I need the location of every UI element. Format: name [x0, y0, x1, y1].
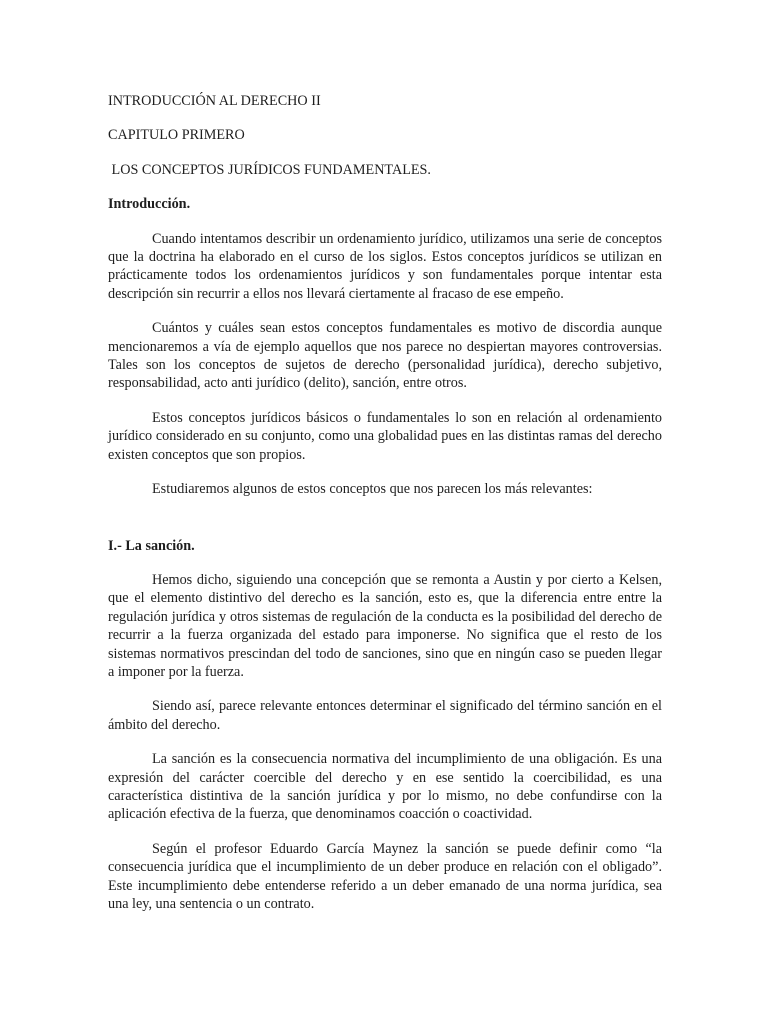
- section-heading-sancion: I.- La sanción.: [108, 537, 195, 554]
- paragraph: Estudiaremos algunos de estos conceptos que nos parecen los más relevantes:: [152, 481, 593, 498]
- section-heading-introduccion: Introducción.: [108, 196, 191, 213]
- paragraph: Cuántos y cuáles sean estos conceptos fundamentales es motivo de discordia aunque mencionaremos a vía de ejemplo aquellos que nos parece no despiertan mayores controversias. Tales son los conceptos de sujetos de derecho (personalidad jurídica), derecho subjetivo, responsabilidad, acto anti jurídico (delito), sanción, entre otros.: [108, 320, 662, 392]
- chapter-subtitle: LOS CONCEPTOS JURÍDICOS FUNDAMENTALES.: [108, 161, 431, 178]
- paragraph: Estos conceptos jurídicos básicos o fundamentales lo son en relación al ordenamiento jurídico considerado en su conjunto, como una globalidad pues en las distintas ramas del derecho existen conceptos que son propios.: [108, 409, 662, 463]
- paragraph: Cuando intentamos describir un ordenamiento jurídico, utilizamos una serie de conceptos que la doctrina ha elaborado en el curso de los siglos. Estos conceptos jurídicos se utilizan en prácticamente todos los ordenamientos jurídicos y son fundamentales porque intentar esta descripción sin recurrir a ellos nos llevará ciertamente al fracaso de ese empeño.: [108, 230, 662, 302]
- course-title: INTRODUCCIÓN AL DERECHO II: [108, 93, 321, 109]
- chapter-title: CAPITULO PRIMERO: [108, 127, 245, 144]
- paragraph: La sanción es la consecuencia normativa del incumplimiento de una obligación. Es una expresión del carácter coercible del derecho y en ese sentido la coercibilidad, es una característica distintiva de la sanción jurídica y por lo mismo, no debe confundirse con la aplicación efectiva de la fuerza, que denominamos coacción o coactividad.: [108, 751, 662, 823]
- document-page: [108, 92, 662, 929]
- paragraph: Siendo así, parece relevante entonces determinar el significado del término sanción en el ámbito del derecho.: [108, 698, 662, 733]
- section-spacer: [108, 515, 662, 537]
- paragraph: Hemos dicho, siguiendo una concepción que se remonta a Austin y por cierto a Kelsen, que el elemento distintivo del derecho es la sanción, esto es, que la diferencia entre entre la regulación jurídica y otros sistemas de regulación de la conducta es la posibilidad del derecho de recurrir a la fuerza organizada del estado para imponerse. No significa que el resto de los sistemas normativos prescindan del todo de sanciones, sino que en ningún caso se pueden llegar a imponer por la fuerza.: [108, 571, 662, 680]
- paragraph: Según el profesor Eduardo García Maynez la sanción se puede definir como “la consecuencia jurídica que el incumplimiento de un deber produce en relación con el obligado”. Este incumplimiento debe entenderse referido a un deber emanado de una norma jurídica, sea una ley, una sentencia o un contrato.: [108, 840, 662, 912]
